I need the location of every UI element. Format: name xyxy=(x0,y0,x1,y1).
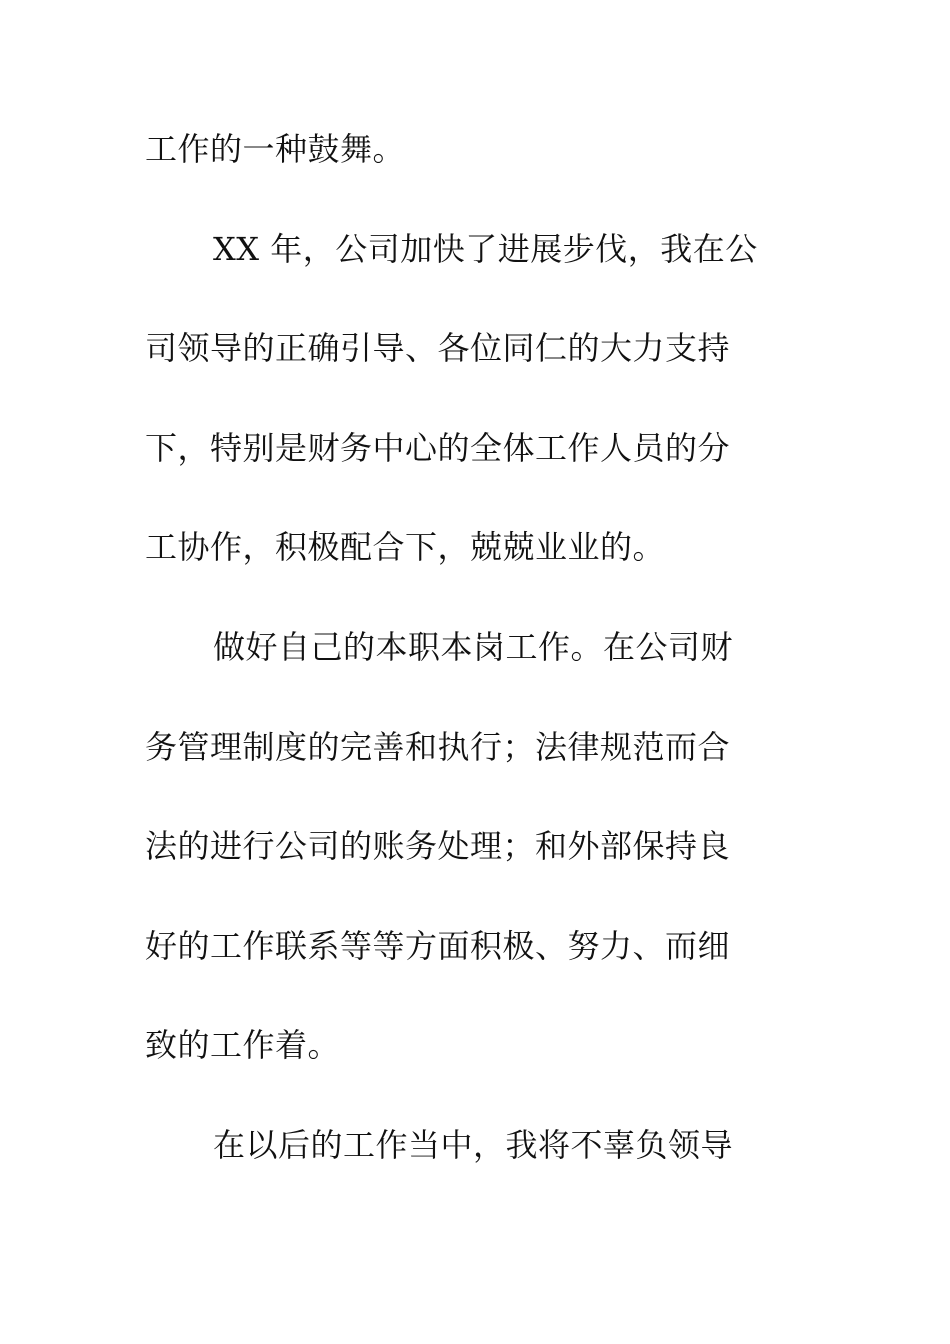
text-line: 下，特别是财务中心的全体工作人员的分 xyxy=(145,428,731,467)
text-line: XX 年，公司加快了进展步伐，我在公 xyxy=(213,229,758,268)
text-line: 司领导的正确引导、各位同仁的大力支持 xyxy=(145,329,731,368)
text-line: 工协作，积极配合下，兢兢业业的。 xyxy=(145,528,666,567)
text-line: 工作的一种鼓舞。 xyxy=(145,130,406,168)
paragraph xyxy=(145,125,785,175)
text-line: 务管理制度的完善和执行；法律规范而合 xyxy=(145,727,731,766)
paragraph xyxy=(145,225,785,574)
text-line: 在以后的工作当中，我将不辜负领导 xyxy=(213,1125,734,1164)
line-gap xyxy=(145,474,785,524)
text-line: 好的工作联系等等方面积极、努力、而细 xyxy=(145,926,731,965)
line-gap xyxy=(145,374,785,424)
text-line: 致的工作着。 xyxy=(145,1026,341,1065)
line-gap xyxy=(145,673,785,723)
paragraph-gap xyxy=(145,175,785,225)
paragraph xyxy=(145,1121,785,1171)
paragraph xyxy=(145,623,785,1071)
paragraph-gap xyxy=(145,1071,785,1121)
text-line: 做好自己的本职本岗工作。在公司财 xyxy=(213,627,734,666)
text-line: 法的进行公司的账务处理；和外部保持良 xyxy=(145,827,731,866)
line-gap xyxy=(145,274,785,324)
line-gap xyxy=(145,872,785,922)
paragraph-gap xyxy=(145,573,785,623)
line-gap xyxy=(145,772,785,822)
body-text xyxy=(145,125,785,1171)
line-gap xyxy=(145,972,785,1022)
